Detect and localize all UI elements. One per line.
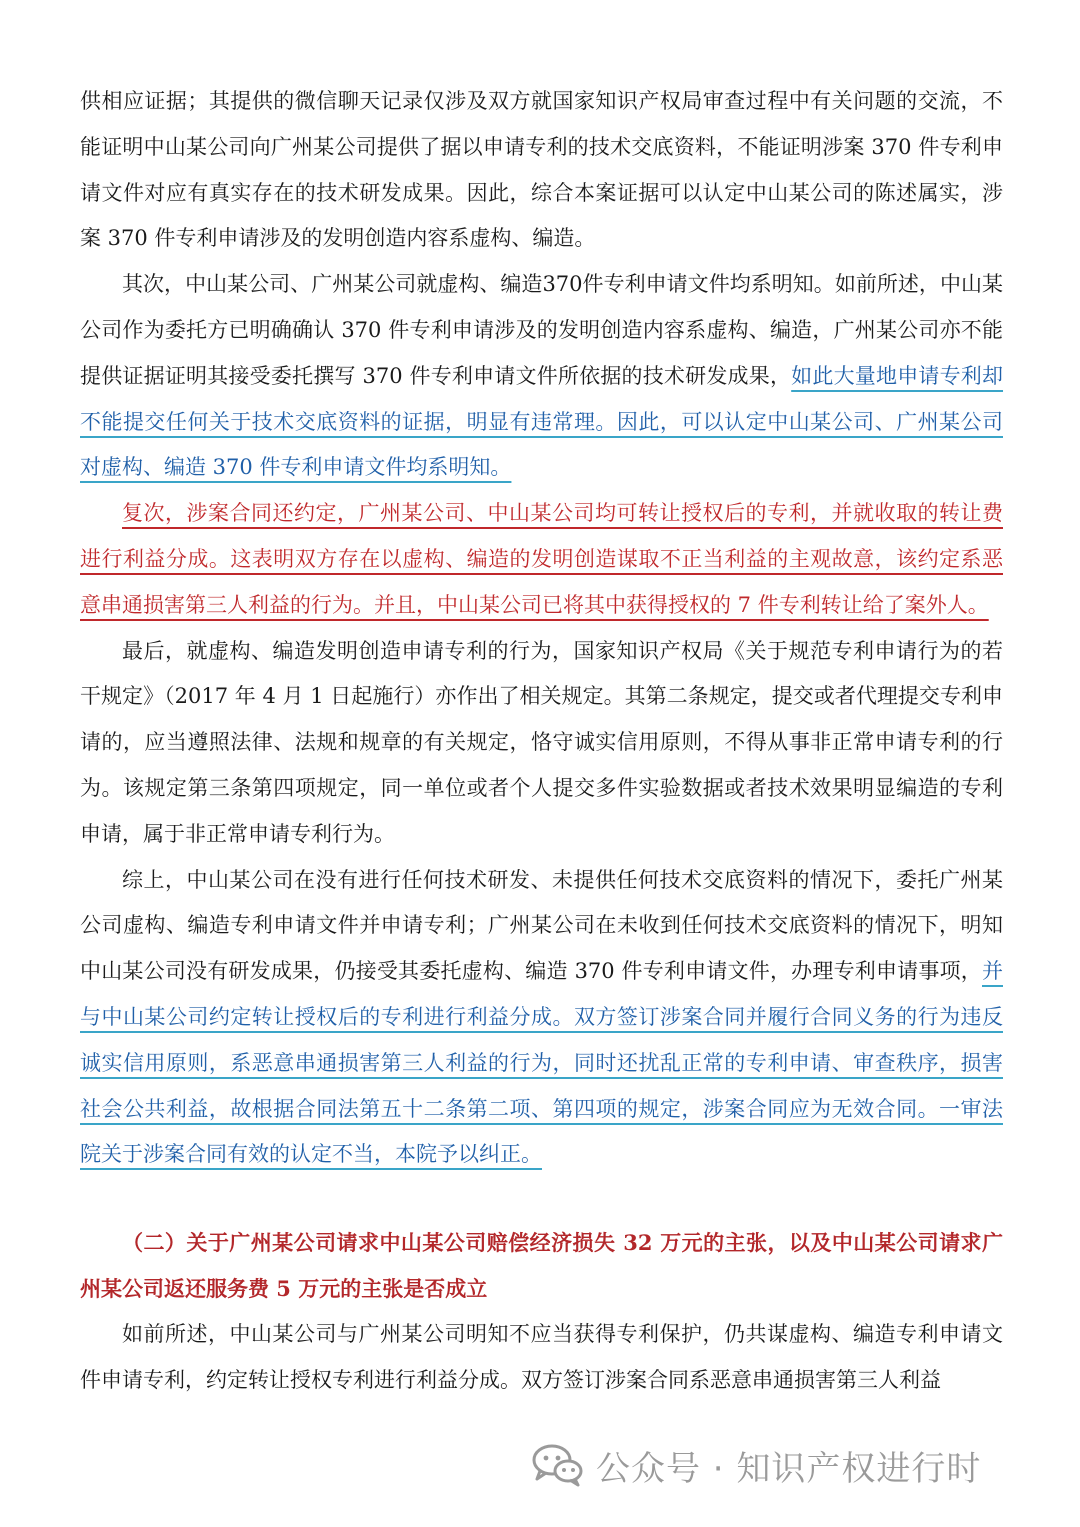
wechat-icon [532, 1443, 584, 1487]
watermark [532, 1440, 981, 1490]
paragraph-knowingly-text: 其次，中山某公司、广州某公司就虚构、编造370件专利申请文件均系明知。如前所述，中山某公司作为委托方已明确确认 370 件专利申请涉及的发明创造内容系虚构、编造，广州某公司亦不能提供证据证明其接受委托撰写 370 件专利申请文件所依据的技术研发成果， [80, 272, 1003, 388]
highlight-blue-knowingly: 如此大量地申请专利却不能提交任何关于技术交底资料的证据，明显有违常理。因此，可以认定中山某公司、广州某公司对虚构、编造 370 件专利申请文件均系明知。 [80, 363, 1004, 480]
paragraph-evidence: 供相应证据；其提供的微信聊天记录仅涉及双方就国家知识产权局审查过程中有关问题的交流，不能证明中山某公司向广州某公司提供了据以申请专利的技术交底资料，不能证明涉案 370 件专利申请文件对应有真实存在的技术研发成果。因此，综合本案证据可以认定中山某公司的陈述属实，涉案 370 件专利申请涉及的发明创造内容系虚构、编造。 [80, 89, 1003, 251]
paragraph-conclusion [80, 858, 1003, 1179]
section-heading: （二）关于广州某公司请求中山某公司赔偿经济损失 32 万元的主张，以及中山某公司请求广州某公司返还服务费 5 万元的主张是否成立 [80, 1230, 1003, 1301]
paragraph-collusion: 如前所述，中山某公司与广州某公司明知不应当获得专利保护，仍共谋虚构、编造专利申请文件申请专利，约定转让授权专利进行利益分成。双方签订涉案合同系恶意串通损害第三人利益 [80, 1321, 1003, 1392]
paragraph-transfer [80, 491, 1003, 628]
watermark-text: 公众号 · 知识产权进行时 [596, 1448, 982, 1489]
document-body [80, 79, 1003, 1403]
paragraph-knowingly [80, 262, 1003, 491]
paragraph-conclusion-text: 综上，中山某公司在没有进行任何技术研发、未提供任何技术交底资料的情况下，委托广州某公司虚构、编造专利申请文件并申请专利；广州某公司在未收到任何技术交底资料的情况下，明知中山某公司没有研发成果，仍接受其委托虚构、编造 370 件专利申请文件，办理专利申请事项， [80, 867, 1003, 984]
highlight-blue-conclusion: 并与中山某公司约定转让授权后的专利进行利益分成。双方签订涉案合同并履行合同义务的行为违反诚实信用原则，系恶意串通损害第三人利益的行为，同时还扰乱正常的专利申请、审查秩序，损害社会公共利益，故根据合同法第五十二条第二项、第四项的规定，涉案合同应为无效合同。一审法院关于涉案合同有效的认定不当，本院予以纠正。 [80, 959, 1003, 1167]
highlight-red-transfer: 复次，涉案合同还约定，广州某公司、中山某公司均可转让授权后的专利，并就收取的转让费进行利益分成。这表明双方存在以虚构、编造的发明创造谋取不正当利益的主观故意，该约定系恶意串通损害第三人利益的行为。并且，中山某公司已将其中获得授权的 7 件专利转让给了案外人。 [80, 501, 1003, 617]
paragraph-regulation: 最后，就虚构、编造发明创造申请专利的行为，国家知识产权局《关于规范专利申请行为的若干规定》（2017 年 4 月 1 日起施行）亦作出了相关规定。其第二条规定，提交或者代理提交专利申请的，应当遵照法律、法规和规章的有关规定，恪守诚实信用原则，不得从事非正常申请专利的行为。该规定第三条第四项规定，同一单位或者个人提交多件实验数据或者技术效果明显编造的专利申请，属于非正常申请专利行为。 [80, 638, 1003, 846]
